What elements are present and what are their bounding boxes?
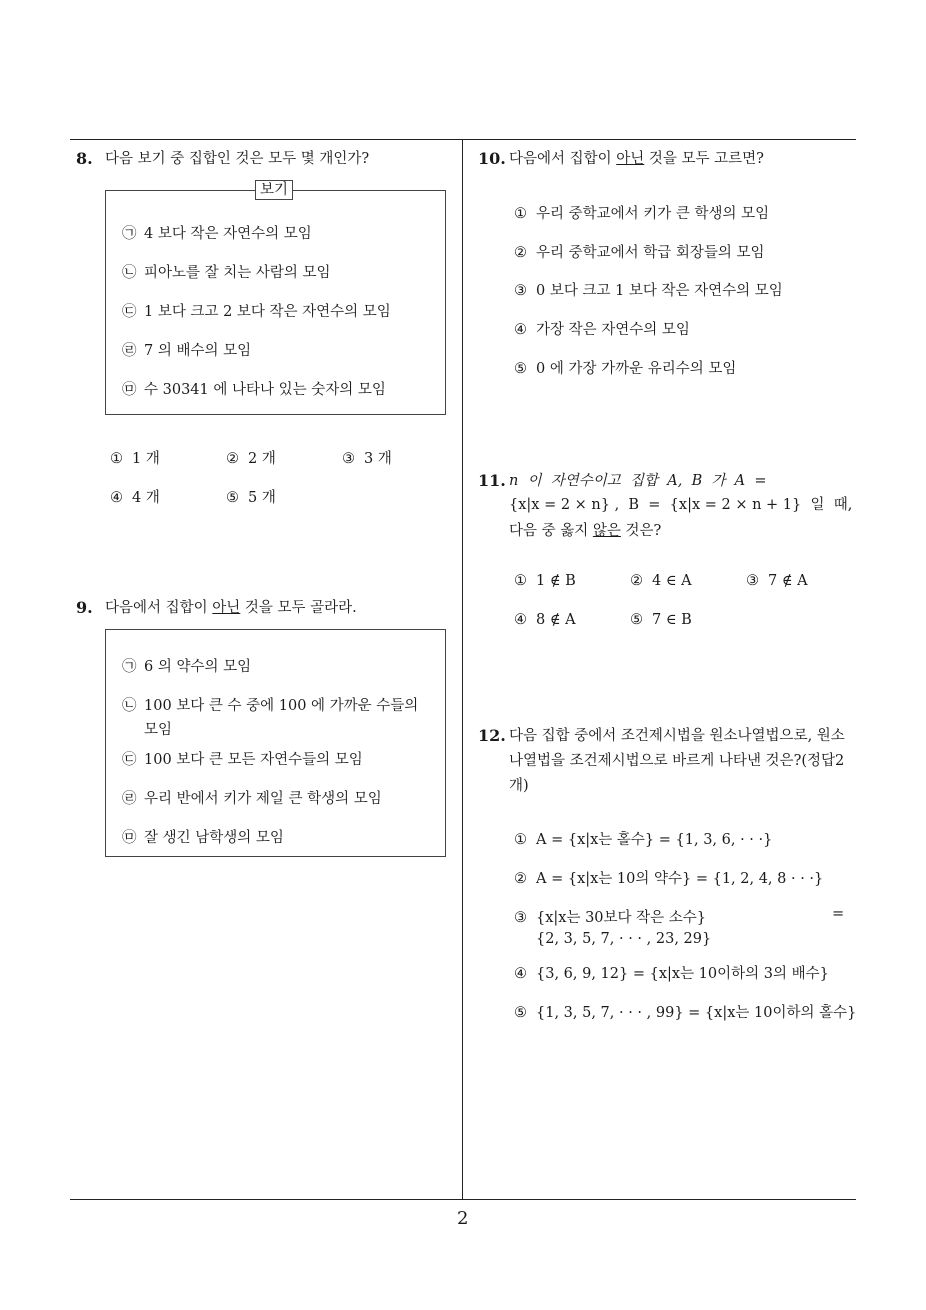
q11-choice-1[interactable]: ① 1 ∉ B	[514, 573, 576, 589]
q12-choice-2[interactable]: ② A = {x|x는 10의 약수} = {1, 2, 4, 8 · · ·}	[514, 871, 824, 887]
top-rule	[70, 139, 856, 140]
q9-box-item: ㉣ 우리 반에서 키가 제일 큰 학생의 모임	[122, 791, 382, 807]
bogi-label: 보기	[255, 180, 293, 200]
q12-choice-3-equals: =	[832, 906, 845, 922]
question-12-line-2: 나열법을 조건제시법으로 바르게 나타낸 것은?(정답2	[509, 753, 845, 769]
question-9-text: 다음에서 집합이 아닌 것을 모두 골라라.	[105, 600, 357, 616]
question-10-number: 10.	[478, 149, 506, 168]
question-12-number: 12.	[478, 726, 506, 745]
q12-choice-3-continued: {2, 3, 5, 7, · · · , 23, 29}	[536, 931, 712, 947]
q11-choice-3[interactable]: ③ 7 ∉ A	[746, 573, 808, 589]
q9-box-item-continued: 모임	[144, 722, 173, 738]
question-9-number: 9.	[76, 598, 93, 617]
question-11-number: 11.	[478, 471, 506, 490]
q8-bogi-item: ㉡ 피아노를 잘 치는 사람의 모임	[122, 265, 331, 281]
q8-bogi-item: ㉤ 수 30341 에 나타나 있는 숫자의 모임	[122, 382, 386, 398]
question-12-line-1: 다음 집합 중에서 조건제시법을 원소나열법으로, 원소	[509, 728, 845, 744]
q11-choice-2[interactable]: ② 4 ∈ A	[630, 573, 692, 589]
q8-choice-2[interactable]: ② 2 개	[226, 451, 276, 467]
question-10-text: 다음에서 집합이 아닌 것을 모두 고르면?	[509, 151, 764, 167]
q8-bogi-item: ㉢ 1 보다 크고 2 보다 작은 자연수의 모임	[122, 304, 391, 320]
column-divider	[462, 139, 463, 1200]
q9-box-item: ㉢ 100 보다 큰 모든 자연수들의 모임	[122, 752, 363, 768]
q8-bogi-item: ㉣ 7 의 배수의 모임	[122, 343, 252, 359]
q10-choice-3[interactable]: ③ 0 보다 크고 1 보다 작은 자연수의 모임	[514, 283, 783, 299]
page-number: 2	[457, 1208, 469, 1229]
question-11-line-1: n 이 자연수이고 집합 A, B 가 A =	[509, 473, 767, 489]
q10-choice-4[interactable]: ④ 가장 작은 자연수의 모임	[514, 322, 690, 338]
q11-choice-5[interactable]: ⑤ 7 ∈ B	[630, 612, 692, 628]
q10-choice-1[interactable]: ① 우리 중학교에서 키가 큰 학생의 모임	[514, 206, 770, 222]
q8-choice-4[interactable]: ④ 4 개	[110, 490, 160, 506]
q12-choice-1[interactable]: ① A = {x|x는 홀수} = {1, 3, 6, · · ·}	[514, 832, 773, 848]
question-11-line-2: {x|x = 2 × n} , B = {x|x = 2 × n + 1} 일 때,	[509, 497, 853, 513]
question-12-line-3: 개)	[509, 778, 529, 794]
question-8-number: 8.	[76, 149, 93, 168]
q8-bogi-item: ㉠ 4 보다 작은 자연수의 모임	[122, 226, 312, 242]
q10-choice-5[interactable]: ⑤ 0 에 가장 가까운 유리수의 모임	[514, 361, 737, 377]
q8-choice-3[interactable]: ③ 3 개	[342, 451, 392, 467]
q9-box-item: ㉤ 잘 생긴 남학생의 모임	[122, 830, 284, 846]
question-8-text: 다음 보기 중 집합인 것은 모두 몇 개인가?	[105, 151, 370, 167]
q10-choice-2[interactable]: ② 우리 중학교에서 학급 회장들의 모임	[514, 245, 765, 261]
q11-choice-4[interactable]: ④ 8 ∉ A	[514, 612, 576, 628]
q8-choice-1[interactable]: ① 1 개	[110, 451, 160, 467]
bottom-rule	[70, 1199, 856, 1200]
q12-choice-5[interactable]: ⑤ {1, 3, 5, 7, · · · , 99} = {x|x는 10이하의 홀수}	[514, 1005, 857, 1021]
q8-choice-5[interactable]: ⑤ 5 개	[226, 490, 276, 506]
question-11-line-3: 다음 중 옳지 않은 것은?	[509, 523, 662, 539]
q12-choice-3[interactable]: ③ {x|x는 30보다 작은 소수}	[514, 910, 707, 926]
q12-choice-4[interactable]: ④ {3, 6, 9, 12} = {x|x는 10이하의 3의 배수}	[514, 966, 829, 982]
q9-box-item: ㉠ 6 의 약수의 모임	[122, 659, 252, 675]
q9-box-item: ㉡ 100 보다 큰 수 중에 100 에 가까운 수들의	[122, 698, 419, 714]
